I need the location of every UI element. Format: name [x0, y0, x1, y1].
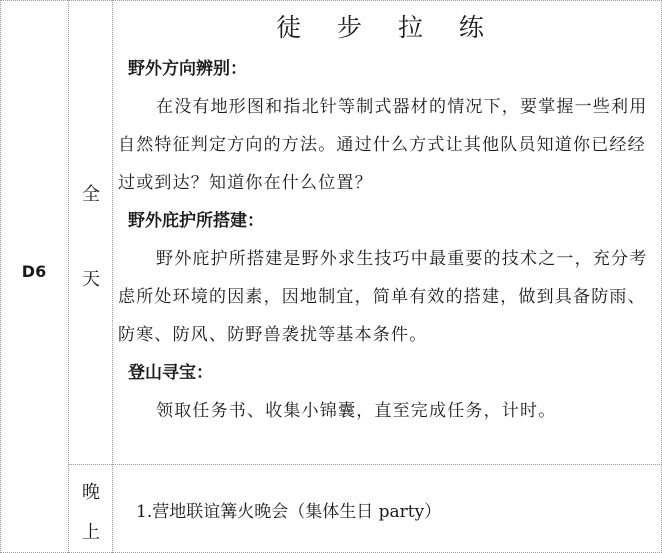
heading-shelter: 野外庇护所搭建：	[128, 211, 264, 231]
period-evening-char-1: 晚	[82, 482, 100, 503]
heading-direction: 野外方向辨别：	[128, 59, 247, 79]
day-label: D6	[21, 262, 47, 281]
section-title: 徒 步 拉 练	[276, 13, 498, 42]
paragraph-treasure: 领取任务书、收集小锦囊，直至完成任务，计时。	[156, 401, 557, 421]
column-divider-period	[112, 0, 113, 553]
column-divider-day	[68, 0, 69, 553]
paragraph-direction: 在没有地形图和指北针等制式器材的情况下，要掌握一些利用自然特征判定方向的方法。通过什么方式让其他队员知道你已经经过或到达？知道你在什么位置？	[118, 97, 648, 193]
row-divider-evening	[68, 464, 662, 465]
period-allday-char-1: 全	[82, 184, 100, 205]
table-border-top	[0, 0, 662, 1]
paragraph-shelter: 野外庇护所搭建是野外求生技巧中最重要的技术之一，充分考虑所处环境的因素，因地制宜，简单有效的搭建，做到具备防雨、防寒、防风、防野兽袭扰等基本条件。	[118, 249, 648, 345]
activity-content	[118, 50, 656, 430]
period-evening-char-2: 上	[82, 522, 100, 543]
evening-activity: 1.营地联谊篝火晚会（集体生日 party）	[136, 502, 442, 522]
period-allday-char-2: 天	[82, 269, 100, 290]
heading-treasure: 登山寻宝：	[128, 363, 213, 383]
